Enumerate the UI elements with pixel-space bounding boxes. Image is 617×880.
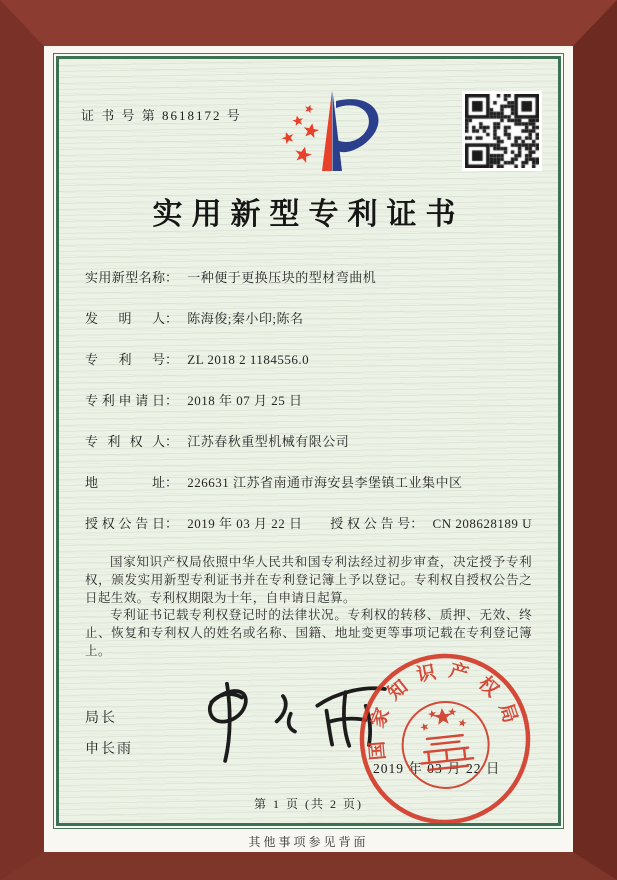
national-emblem-icon: [398, 698, 493, 793]
certificate-paper: [44, 46, 573, 852]
field-colon: ：: [165, 516, 179, 531]
back-side-note: 其他事项参见背面: [248, 835, 369, 849]
certificate-fields: [81, 267, 536, 532]
field-value: 2018 年 07 月 25 日: [187, 393, 303, 408]
field-row-inventors: [85, 308, 532, 327]
seal-text: 国家知识产权局: [366, 659, 524, 762]
field-value: 一种便于更换压块的型材弯曲机: [187, 270, 377, 285]
svg-text:国家知识产权局: [358, 650, 527, 761]
legal-text: [81, 554, 536, 661]
field-value: 江苏春秋重型机械有限公司: [187, 434, 350, 449]
certificate-header: [81, 87, 536, 175]
field-row-filing-date: [85, 390, 532, 409]
seal-date: 2019 年 03 月 22 日: [373, 761, 501, 776]
field-label: 授权公告号: [330, 516, 411, 531]
qr-code: [465, 94, 539, 168]
field-colon: ：: [165, 352, 179, 367]
grant-date-group: [85, 513, 330, 532]
field-colon: ：: [165, 434, 179, 449]
field-label: 实用新型名称: [85, 270, 165, 285]
logo-stars-icon: [280, 103, 320, 163]
field-label: 专利号: [85, 352, 165, 367]
field-value: ZL 2018 2 1184556.0: [187, 352, 310, 367]
field-row-name: [85, 267, 532, 286]
field-row-address: [85, 472, 532, 491]
field-colon: ：: [165, 475, 179, 490]
page-number: 第 1 页 (共 2 页): [254, 797, 363, 811]
legal-paragraph-2: 专利证书记载专利权登记时的法律状况。专利权的转移、质押、无效、终止、恢复和专利权人的姓名或名称、国籍、地址变更等事项记载在专利登记簿上。: [85, 608, 532, 658]
cnipa-logo-wrap: [206, 87, 462, 175]
field-value: CN 208628189 U: [432, 516, 532, 531]
certificate-number: 证 书 号 第 8618172 号: [81, 108, 242, 123]
cnipa-patent-logo-icon: [259, 87, 409, 175]
director-title: 局长: [85, 709, 117, 725]
certificate-body: [56, 56, 561, 826]
field-label: 地址: [85, 475, 165, 490]
field-colon: ：: [165, 393, 179, 408]
director-name: 申长雨: [85, 740, 133, 756]
field-value: 陈海俊;秦小印;陈名: [187, 311, 304, 326]
field-value: 226631 江苏省南通市海安县李堡镇工业集中区: [187, 475, 463, 490]
field-colon: ：: [165, 270, 179, 285]
legal-paragraph-1: 国家知识产权局依照中华人民共和国专利法经过初步审查，决定授予专利权，颁发实用新型专利证书并在专利登记簿上予以登记。专利权自授权公告之日起生效。专利权期限为十年，自申请日起算。: [85, 555, 532, 605]
field-row-patent-no: [85, 349, 532, 368]
field-label: 发明人: [85, 311, 165, 326]
grant-no-group: [330, 513, 532, 532]
field-value: 2019 年 03 月 22 日: [187, 516, 303, 531]
field-label: 专利权人: [85, 434, 165, 449]
qr-code-box: [462, 91, 542, 171]
director-block: [85, 707, 133, 769]
logo-p-loop-icon: [334, 99, 378, 152]
field-label: 授权公告日: [85, 516, 165, 531]
field-row-grant: [85, 513, 532, 532]
field-row-patentee: [85, 431, 532, 450]
field-colon: ：: [410, 516, 424, 531]
certificate-title: 实用新型专利证书: [152, 198, 465, 231]
field-colon: ：: [165, 311, 179, 326]
field-label: 专利申请日: [85, 393, 165, 408]
